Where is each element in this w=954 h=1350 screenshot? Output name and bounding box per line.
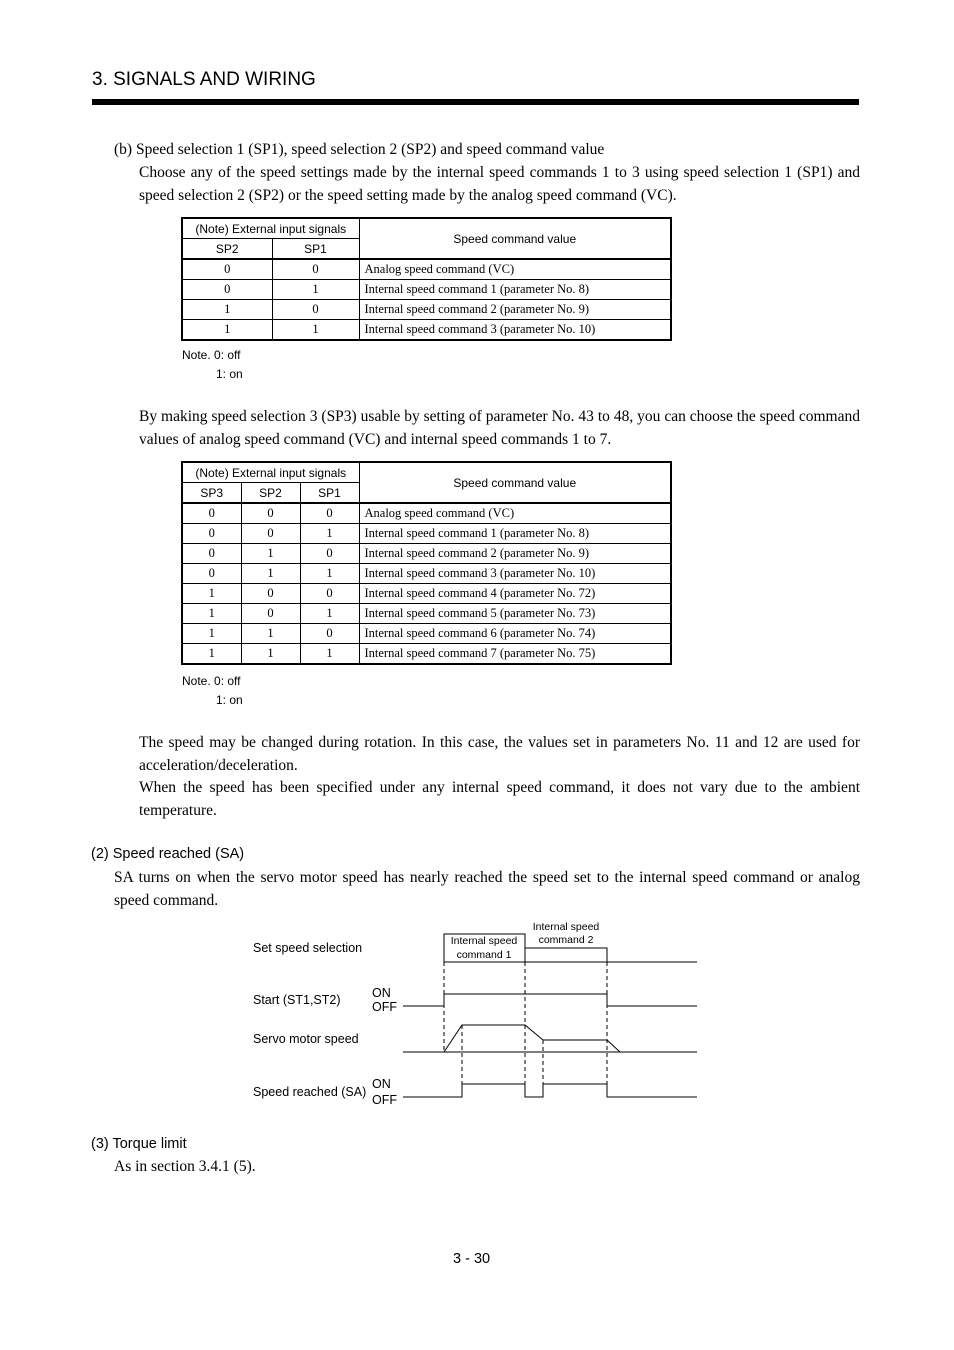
table1-col-sp2: SP2 (182, 239, 272, 260)
table2-note-line2: 1: on (216, 693, 243, 707)
section-3-heading: (3) Torque limit (91, 1136, 187, 1152)
table-cell: 0 (300, 624, 359, 644)
start-on-label: ON (372, 986, 391, 1000)
page-header-title: 3. SIGNALS AND WIRING (92, 69, 316, 90)
cmd2-box (525, 948, 607, 962)
table-cell: 1 (182, 584, 241, 604)
table-cell: Internal speed command 2 (parameter No. 9) (359, 300, 671, 320)
table2-value-header: Speed command value (359, 462, 671, 503)
table2-group-header: (Note) External input signals (182, 462, 359, 483)
section-b-body: Choose any of the speed settings made by the internal speed commands 1 to 3 using speed selection 1 (SP1) and speed selection 2 (SP2) or the speed setting made by the analog speed command (VC). (139, 164, 860, 204)
table-cell: 1 (272, 280, 359, 300)
table-cell: Internal speed command 4 (parameter No. 72) (359, 584, 671, 604)
table-cell: 0 (241, 524, 300, 544)
table-cell: 0 (182, 524, 241, 544)
table-cell: 1 (241, 564, 300, 584)
section-2-body: SA turns on when the servo motor speed has nearly reached the speed set to the internal speed command or analog speed command. (114, 869, 860, 909)
table-cell: 1 (182, 624, 241, 644)
table-cell: Internal speed command 6 (parameter No. 74) (359, 624, 671, 644)
section-b-heading: (b) Speed selection 1 (SP1), speed selection 2 (SP2) and speed command value (114, 141, 605, 158)
table2-col-sp2: SP2 (241, 483, 300, 504)
table-cell: 1 (182, 300, 272, 320)
cmd2-label-line2: command 2 (538, 934, 594, 946)
sp3-paragraph: By making speed selection 3 (SP3) usable by setting of parameter No. 43 to 48, you can choose the speed command values of analog speed command (VC) and internal speed commands 1 to 7. (139, 408, 860, 448)
table-cell: 0 (182, 544, 241, 564)
table-cell: 1 (300, 524, 359, 544)
section-3-body: As in section 3.4.1 (5). (114, 1158, 256, 1175)
table1-note-line1: Note. 0: off (182, 348, 241, 362)
table-cell: Internal speed command 7 (parameter No. 75) (359, 644, 671, 665)
table-cell: Internal speed command 3 (parameter No. 10) (359, 564, 671, 584)
table-cell: Internal speed command 1 (parameter No. 8) (359, 280, 671, 300)
section-2-heading: (2) Speed reached (SA) (91, 846, 245, 862)
label-start: Start (ST1,ST2) (253, 993, 341, 1007)
temperature-paragraph: When the speed has been specified under any internal speed command, it does not vary due to the ambient temperature. (139, 779, 860, 819)
table-cell: 0 (182, 259, 272, 280)
cmd1-label-line2: command 1 (456, 949, 512, 961)
table-cell: 0 (300, 544, 359, 564)
label-speed-reached: Speed reached (SA) (253, 1085, 367, 1099)
table-cell: 1 (241, 624, 300, 644)
table-cell: 0 (241, 604, 300, 624)
table-cell: Analog speed command (VC) (359, 259, 671, 280)
table-cell: Internal speed command 2 (parameter No. 9) (359, 544, 671, 564)
table1-note-line2: 1: on (216, 367, 243, 381)
start-waveform (403, 994, 697, 1006)
table-cell: 1 (300, 644, 359, 665)
table-cell: 0 (241, 584, 300, 604)
table1-value-header: Speed command value (359, 218, 671, 259)
table-cell: 0 (182, 280, 272, 300)
table-cell: 0 (182, 503, 241, 524)
sa-off-label: OFF (372, 1093, 397, 1107)
table-cell: 1 (272, 320, 359, 341)
table-cell: 1 (241, 644, 300, 665)
table2-col-sp1: SP1 (300, 483, 359, 504)
table-cell: 1 (182, 320, 272, 341)
table-cell: Internal speed command 3 (parameter No. 10) (359, 320, 671, 341)
table-cell: 0 (272, 300, 359, 320)
table-cell: 1 (182, 644, 241, 665)
table-cell: 0 (182, 564, 241, 584)
table-cell: Internal speed command 5 (parameter No. 73) (359, 604, 671, 624)
table2-note-line1: Note. 0: off (182, 674, 241, 688)
page-number: 3 - 30 (453, 1251, 491, 1267)
start-off-label: OFF (372, 1000, 397, 1014)
label-servo-motor-speed: Servo motor speed (253, 1032, 359, 1046)
speed-reached-waveform (403, 1084, 697, 1097)
table1-group-header: (Note) External input signals (182, 218, 359, 239)
table-cell: Internal speed command 1 (parameter No. 8) (359, 524, 671, 544)
table-cell: 1 (182, 604, 241, 624)
motor-speed-waveform (444, 1025, 620, 1052)
table-cell: 1 (300, 564, 359, 584)
table-cell: 0 (241, 503, 300, 524)
label-set-speed-selection: Set speed selection (253, 941, 363, 955)
table2-col-sp3: SP3 (182, 483, 241, 504)
table-cell: 0 (300, 503, 359, 524)
table-cell: 0 (272, 259, 359, 280)
table-cell: Analog speed command (VC) (359, 503, 671, 524)
sa-on-label: ON (372, 1077, 391, 1091)
table1-col-sp1: SP1 (272, 239, 359, 260)
table-cell: 1 (300, 604, 359, 624)
cmd1-label-line1: Internal speed (450, 935, 518, 947)
cmd2-label-line1: Internal speed (532, 921, 600, 933)
table-cell: 0 (300, 584, 359, 604)
rotation-paragraph: The speed may be changed during rotation. In this case, the values set in parameters No. 11 and 12 are used for acceleration/deceleration. (139, 734, 860, 774)
table-cell: 1 (241, 544, 300, 564)
